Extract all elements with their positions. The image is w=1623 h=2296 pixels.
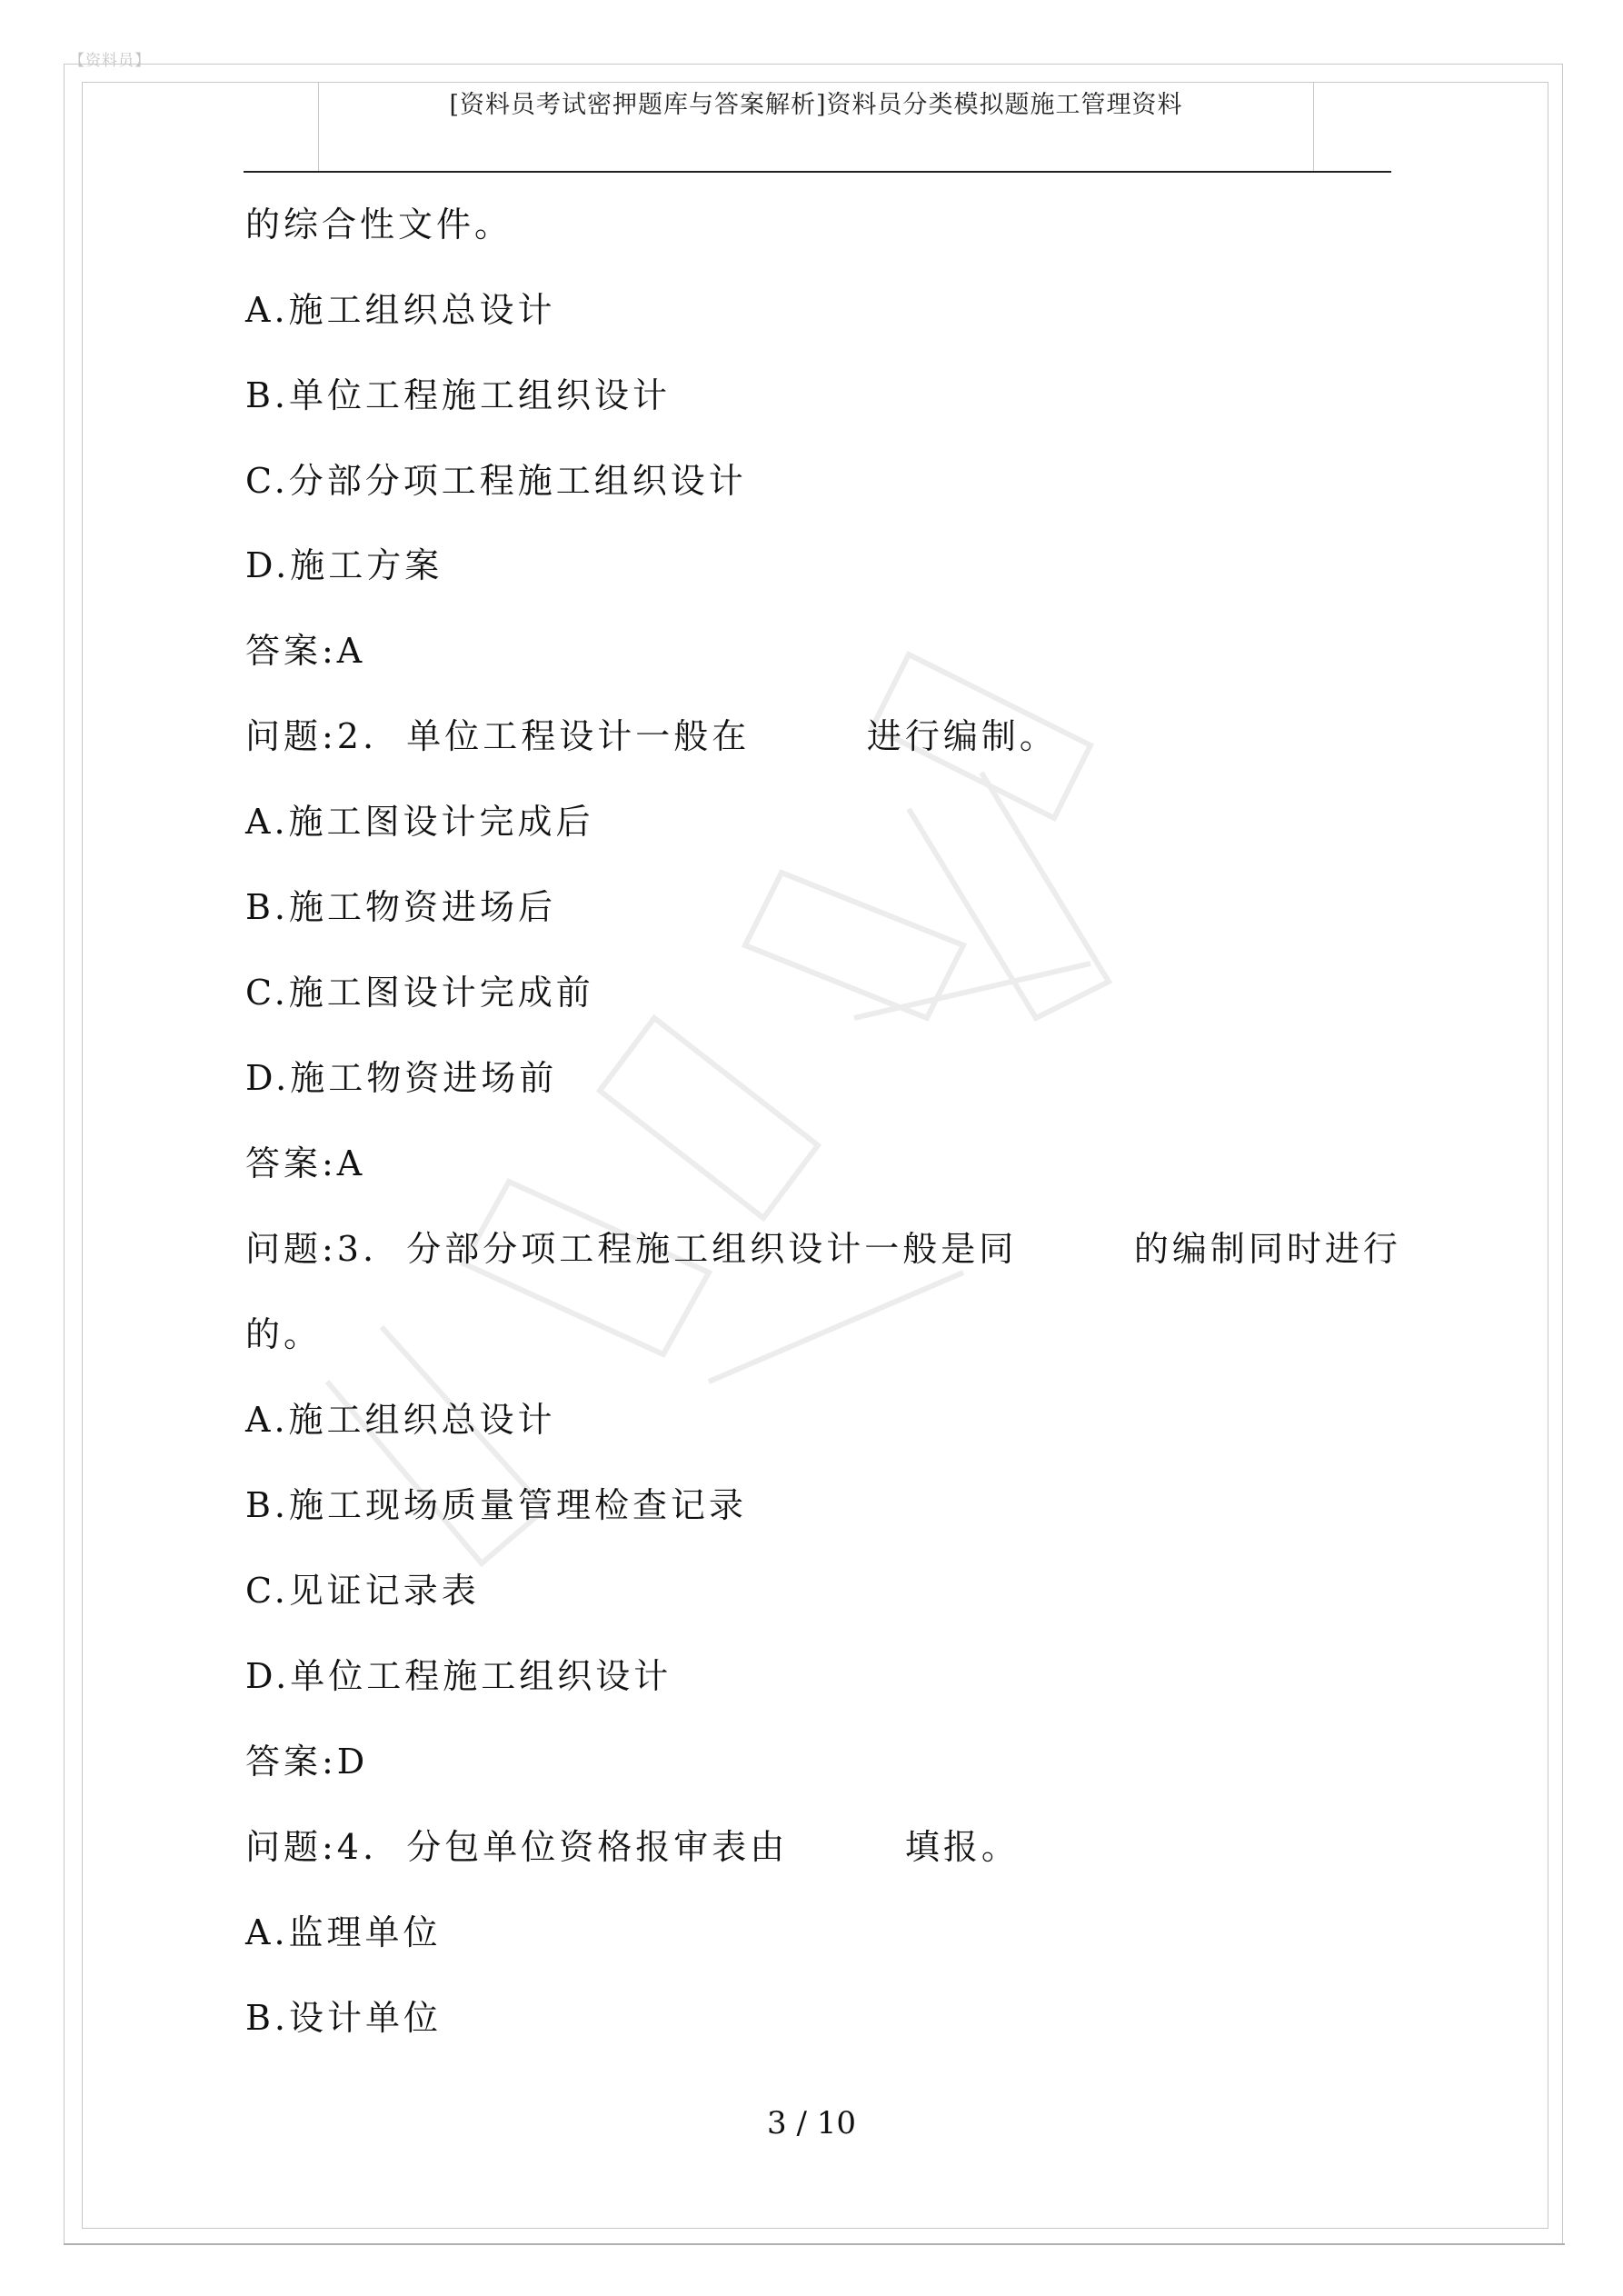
header-title: [资料员考试密押题库与答案解析]资料员分类模拟题施工管理资料 — [449, 91, 1183, 119]
question-3-option-c: C.见证记录表 — [245, 1571, 480, 1611]
question-3-option-d: D.单位工程施工组织设计 — [245, 1656, 672, 1696]
question-2-option-d: D.施工物资进场前 — [245, 1058, 558, 1098]
question-1-option-b: B.单位工程施工组织设计 — [245, 375, 672, 415]
question-3-answer: 答案:D — [245, 1742, 369, 1782]
question-3-stem-continued: 的。 — [245, 1314, 323, 1354]
question-2-stem: 问题:2. 单位工程设计一般在 进行编制。 — [245, 716, 1058, 756]
question-1-option-c: C.分部分项工程施工组织设计 — [245, 461, 747, 501]
page-number: 3 / 10 — [767, 2105, 856, 2141]
corner-mark: 【资料员】 — [69, 52, 151, 70]
question-2-option-c: C.施工图设计完成前 — [245, 973, 594, 1013]
question-2-option-b: B.施工物资进场后 — [245, 887, 557, 927]
header-rule — [244, 171, 1391, 173]
question-4-option-b: B.设计单位 — [245, 1998, 443, 2038]
question-2-answer: 答案:A — [245, 1143, 366, 1183]
question-4-stem: 问题:4. 分包单位资格报审表由 填报。 — [245, 1827, 1020, 1867]
question-3-option-b: B.施工现场质量管理检查记录 — [245, 1485, 748, 1525]
question-2-option-a: A.施工图设计完成后 — [245, 802, 594, 842]
question-1-stem-continued: 的综合性文件。 — [245, 205, 513, 245]
bottom-rule — [64, 2243, 1565, 2245]
question-3-option-a: A.施工组织总设计 — [245, 1400, 556, 1440]
question-3-stem: 问题:3. 分部分项工程施工组织设计一般是同 的编制同时进行 — [245, 1229, 1401, 1269]
question-1-answer: 答案:A — [245, 631, 366, 671]
question-1-option-a: A.施工组织总设计 — [245, 290, 556, 330]
question-4-option-a: A.监理单位 — [245, 1912, 442, 1952]
question-1-option-d: D.施工方案 — [245, 545, 443, 585]
